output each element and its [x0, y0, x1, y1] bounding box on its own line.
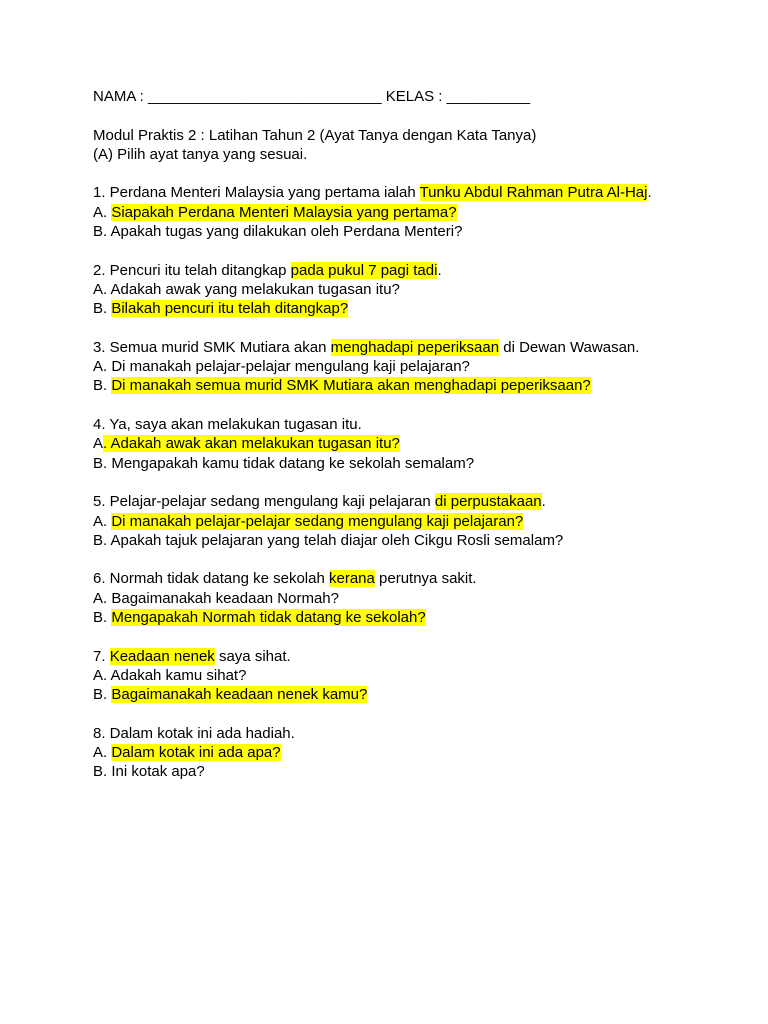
prompt-text: . — [541, 493, 546, 511]
highlighted-answer: Dalam kotak ini ada apa? — [111, 744, 281, 762]
nama-label: NAMA : — [93, 88, 149, 105]
option-text: Adakah awak yang melakukan tugasan itu? — [110, 280, 400, 298]
highlighted-answer: Mengapakah Normah tidak datang ke sekolah? — [111, 609, 426, 627]
question-prompt — [93, 261, 733, 280]
option-a — [93, 357, 733, 376]
option-a — [93, 280, 733, 299]
question-3 — [93, 338, 733, 396]
question-prompt: 8. Dalam kotak ini ada hadiah. — [93, 724, 295, 742]
highlighted-phrase: di perpustakaan — [434, 493, 542, 511]
question-prompt: 4. Ya, saya akan melakukan tugasan itu. — [93, 416, 362, 434]
highlighted-answer: Bilakah pencuri itu telah ditangkap? — [111, 300, 349, 318]
highlighted-phrase: pada pukul 7 pagi tadi — [290, 261, 438, 279]
prompt-text: . — [437, 261, 442, 279]
option-label: A. — [93, 512, 112, 530]
option-text: Apakah tajuk pelajaran yang telah diajar oleh Cikgu Rosli semalam? — [110, 531, 564, 549]
option-label: B. — [93, 763, 112, 781]
highlighted-answer: . Adakah awak akan melakukan tugasan itu? — [103, 435, 400, 453]
kelas-label: KELAS : — [381, 88, 447, 105]
option-text: Apakah tugas yang dilakukan oleh Perdana Menteri? — [110, 223, 463, 241]
option-b — [93, 299, 733, 318]
option-label: A. — [93, 280, 111, 298]
option-label: A. — [93, 666, 111, 684]
option-b — [93, 531, 733, 550]
prompt-text: 1. Perdana Menteri Malaysia yang pertama ialah — [93, 184, 420, 202]
highlighted-answer: Bagaimanakah keadaan nenek kamu? — [111, 686, 368, 704]
highlighted-answer: Siapakah Perdana Menteri Malaysia yang pertama? — [111, 203, 457, 221]
prompt-text: . — [647, 184, 652, 202]
option-label: B. — [93, 454, 112, 472]
option-label: A. — [93, 589, 112, 607]
option-label: B. — [93, 223, 111, 241]
option-label: A — [93, 435, 104, 453]
option-label: A. — [93, 203, 112, 221]
question-7 — [93, 647, 733, 705]
nama-blank: ____________________________ — [148, 88, 382, 105]
question-8 — [93, 724, 733, 782]
kelas-blank: __________ — [446, 88, 531, 105]
prompt-text: 7. — [93, 647, 110, 665]
prompt-text: 5. Pelajar-pelajar sedang mengulang kaji pelajaran — [93, 493, 435, 511]
option-b — [93, 762, 733, 781]
prompt-text: 2. Pencuri itu telah ditangkap — [93, 261, 291, 279]
option-label: B. — [93, 609, 112, 627]
prompt-text: di Dewan Wawasan. — [499, 338, 640, 356]
highlighted-phrase: menghadapi peperiksaan — [330, 338, 500, 356]
document-title: Modul Praktis 2 : Latihan Tahun 2 (Ayat Tanya dengan Kata Tanya) — [93, 126, 537, 144]
question-prompt — [93, 569, 733, 588]
option-a — [93, 666, 733, 685]
prompt-text: 3. Semua murid SMK Mutiara akan — [93, 338, 331, 356]
option-b — [93, 222, 733, 241]
option-label: B. — [93, 377, 112, 395]
highlighted-phrase: Tunku Abdul Rahman Putra Al-Haj — [419, 184, 648, 202]
option-label: B. — [93, 531, 111, 549]
option-a — [93, 743, 733, 762]
question-prompt — [93, 338, 733, 357]
option-b — [93, 685, 733, 704]
option-label: A. — [93, 744, 112, 762]
option-b — [93, 608, 733, 627]
question-prompt — [93, 647, 733, 666]
option-text: Ini kotak apa? — [111, 763, 205, 781]
option-b — [93, 454, 733, 473]
option-label: B. — [93, 300, 112, 318]
option-text: Mengapakah kamu tidak datang ke sekolah semalam? — [111, 454, 475, 472]
question-prompt — [93, 492, 733, 511]
prompt-text: perutnya sakit. — [374, 570, 477, 588]
option-text: Bagaimanakah keadaan Normah? — [111, 589, 339, 607]
option-a — [93, 434, 733, 453]
question-2 — [93, 261, 733, 319]
prompt-text: 6. Normah tidak datang ke sekolah — [93, 570, 329, 588]
option-a — [93, 512, 733, 531]
option-a — [93, 203, 733, 222]
highlighted-answer: Di manakah pelajar-pelajar sedang mengulang kaji pelajaran? — [111, 512, 524, 530]
question-prompt — [93, 183, 733, 202]
option-text: Adakah kamu sihat? — [110, 666, 247, 684]
option-b — [93, 376, 733, 395]
document-page — [93, 87, 733, 782]
option-text: Di manakah pelajar-pelajar mengulang kaji pelajaran? — [111, 358, 470, 376]
prompt-text: saya sihat. — [214, 647, 291, 665]
highlighted-phrase: kerana — [328, 570, 375, 588]
question-6 — [93, 569, 733, 627]
question-1 — [93, 183, 733, 241]
highlighted-answer: Di manakah semua murid SMK Mutiara akan menghadapi peperiksaan? — [111, 377, 591, 395]
question-5 — [93, 492, 733, 550]
option-label: A. — [93, 358, 112, 376]
name-class-line — [93, 87, 733, 106]
option-a — [93, 589, 733, 608]
instruction: (A) Pilih ayat tanya yang sesuai. — [93, 145, 308, 163]
option-label: B. — [93, 686, 112, 704]
question-4 — [93, 415, 733, 473]
highlighted-phrase: Keadaan nenek — [109, 647, 215, 665]
